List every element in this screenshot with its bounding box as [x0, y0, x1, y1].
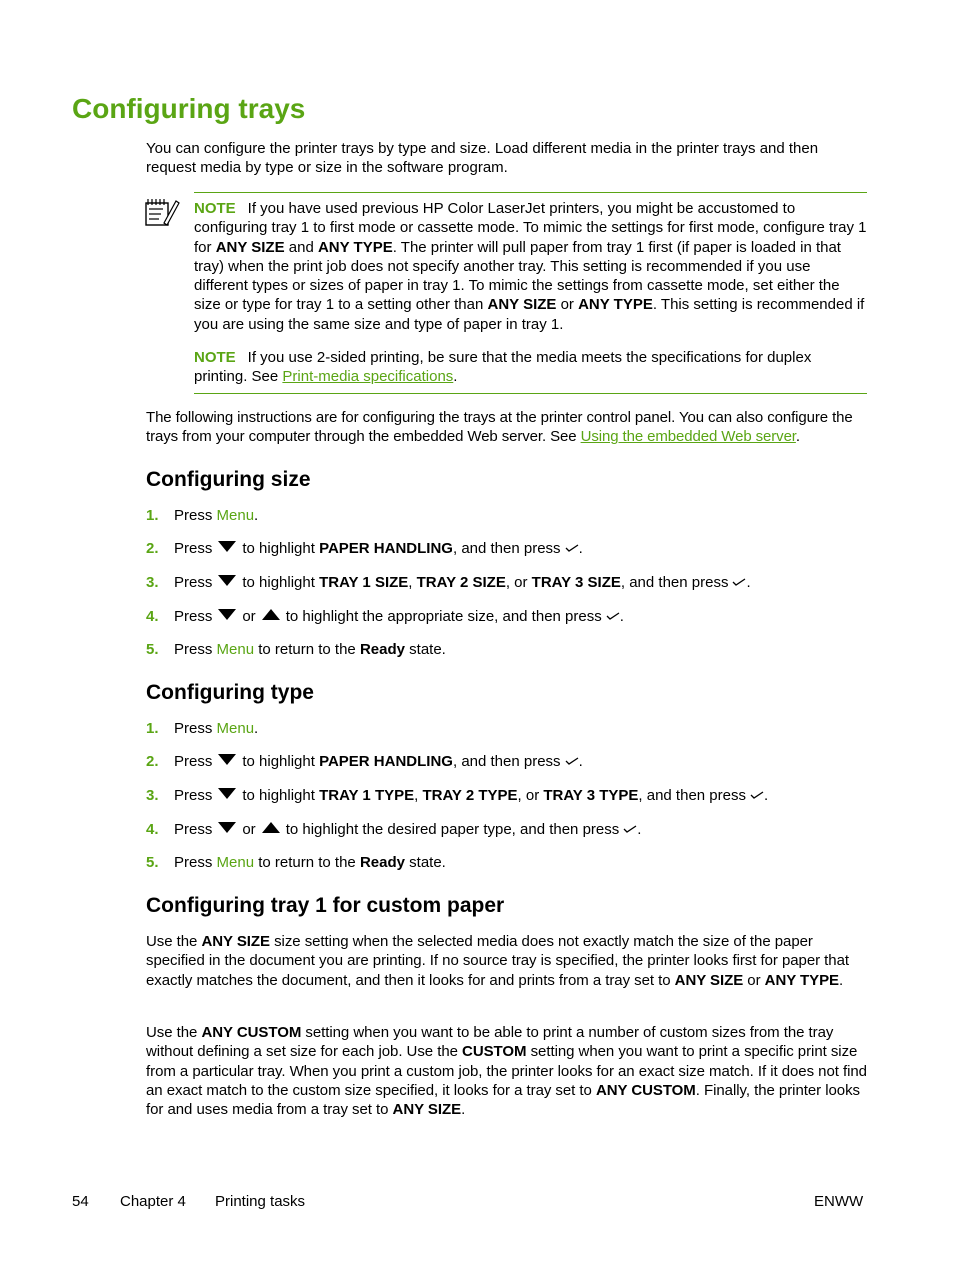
step-text: , and then press: [620, 574, 729, 591]
menu-button-label: Menu: [216, 720, 255, 737]
step-text: Press: [174, 507, 213, 524]
step-bold: TRAY 1 SIZE: [319, 574, 409, 591]
section-heading-custom: Configuring tray 1 for custom paper: [146, 894, 505, 917]
step-text: Press: [174, 641, 213, 658]
paragraph-bold: ANY SIZE: [201, 933, 270, 950]
step-text: to return to the: [254, 641, 360, 658]
print-media-specifications-link[interactable]: Print-media specifications: [282, 368, 454, 386]
instructions-text: .: [795, 428, 800, 446]
step-text: .: [763, 787, 769, 804]
checkmark-icon: [606, 607, 620, 627]
note-bold: ANY SIZE: [487, 296, 557, 314]
menu-button-label: Menu: [216, 641, 255, 658]
down-arrow-icon: [218, 788, 236, 799]
step-text: ,: [408, 574, 417, 591]
step-text: Press: [174, 787, 213, 804]
step-bold: TRAY 3 TYPE: [543, 787, 639, 804]
step-text: to highlight: [242, 753, 315, 770]
note-text: or: [556, 296, 579, 314]
step-text: , or: [505, 574, 532, 591]
step-text: to highlight: [242, 787, 315, 804]
note-pad-icon: [144, 197, 180, 233]
paragraph-text: setting when you want to print a specific print size from a particular tray. When you print a custom job, the printer looks for an exact size match. If it does not find an exact match to the custom size specified, it looks for a tray set to: [146, 1043, 867, 1099]
paragraph-text: setting when you want to be able to print a number of custom sizes from the tray without defining a set size for each job. Use the: [146, 1024, 834, 1061]
note-label: NOTE: [194, 200, 236, 217]
step-text: .: [578, 753, 583, 770]
instructions-paragraph: [146, 408, 870, 447]
note-bold: ANY TYPE: [317, 238, 393, 256]
paragraph-text: Use the: [146, 933, 202, 950]
step-text: to highlight: [242, 574, 315, 591]
step-text: Press: [174, 574, 213, 591]
size-step-1: [146, 506, 258, 526]
step-text: , and then press: [452, 753, 561, 770]
paragraph-bold: ANY SIZE: [674, 971, 744, 989]
step-bold: TRAY 2 TYPE: [422, 787, 518, 804]
step-number: 2.: [146, 753, 159, 770]
step-bold: Ready: [359, 641, 405, 658]
footer-page-number: 54: [72, 1193, 89, 1210]
note-bottom-rule: [194, 393, 867, 394]
step-number: 5.: [146, 854, 159, 871]
step-text: Press: [174, 821, 213, 838]
note-label: NOTE: [194, 349, 236, 366]
footer-chapter: Chapter 4: [120, 1193, 186, 1210]
paragraph-bold: ANY TYPE: [764, 971, 840, 989]
step-text: Press: [174, 540, 213, 557]
paragraph-text: .: [461, 1101, 466, 1119]
paragraph-bold: ANY CUSTOM: [201, 1024, 302, 1041]
up-arrow-icon: [262, 609, 280, 620]
step-text: state.: [404, 641, 446, 658]
footer-right: ENWW: [814, 1193, 864, 1210]
footer-section: Printing tasks: [215, 1193, 306, 1210]
type-step-5: [146, 853, 446, 873]
step-number: 3.: [146, 574, 159, 591]
note-bold: ANY SIZE: [215, 238, 285, 256]
menu-button-label: Menu: [216, 854, 255, 871]
section-heading-type: Configuring type: [146, 681, 314, 704]
down-arrow-icon: [218, 754, 236, 765]
step-text: .: [637, 821, 642, 838]
page-title: Configuring trays: [72, 93, 306, 124]
step-text: , and then press: [452, 540, 561, 557]
step-number: 1.: [146, 720, 159, 737]
type-step-1: [146, 719, 258, 739]
type-step-2: [146, 752, 583, 772]
paragraph-text: or: [743, 971, 765, 989]
paragraph-text: . Finally, the printer looks for and uses media from a tray set to: [146, 1081, 860, 1119]
down-arrow-icon: [218, 609, 236, 620]
menu-button-label: Menu: [216, 507, 255, 524]
note-text: If you have used previous HP Color LaserJet printers, you might be accustomed to configuring tray 1 to first mode or cassette mode. To mimic the settings for first mode, configure tray 1 for: [194, 200, 867, 256]
size-step-5: [146, 640, 446, 660]
step-text: .: [578, 540, 583, 557]
step-text: to highlight the appropriate size, and then press: [285, 608, 602, 625]
step-text: Press: [174, 854, 213, 871]
type-step-3: [146, 786, 768, 806]
step-text: Press: [174, 753, 213, 770]
embedded-web-server-link[interactable]: Using the embedded Web server: [580, 428, 796, 446]
down-arrow-icon: [218, 575, 236, 586]
step-bold: PAPER HANDLING: [319, 753, 453, 770]
step-bold: Ready: [359, 854, 405, 871]
note-text: and: [284, 238, 318, 256]
checkmark-icon: [565, 752, 579, 772]
instructions-text: The following instructions are for configuring the trays at the printer control panel. You can also configure the trays from your computer through the embedded Web server. See: [146, 409, 853, 446]
step-number: 3.: [146, 787, 159, 804]
step-number: 4.: [146, 821, 159, 838]
step-text: ,: [414, 787, 423, 804]
step-text: , and then press: [638, 787, 746, 804]
note-text: If you use 2-sided printing, be sure that the media meets the specifications for duplex printing. See: [194, 349, 812, 386]
note-top-rule: [194, 192, 867, 193]
note-1: [194, 199, 868, 334]
up-arrow-icon: [262, 822, 280, 833]
checkmark-icon: [750, 786, 764, 806]
checkmark-icon: [623, 820, 637, 840]
checkmark-icon: [732, 573, 746, 593]
step-text: to highlight the desired paper type, and then press: [285, 821, 620, 838]
custom-paragraph-2: [146, 1023, 870, 1119]
step-number: 5.: [146, 641, 159, 658]
step-text: to return to the: [254, 854, 360, 871]
note-text: . This setting is recommended if you are using the same size and type of paper in tray 1.: [194, 296, 865, 333]
step-text: state.: [404, 854, 446, 871]
paragraph-bold: ANY SIZE: [392, 1101, 462, 1119]
type-step-4: [146, 820, 641, 840]
step-number: 4.: [146, 608, 159, 625]
paragraph-text: .: [839, 971, 844, 989]
step-text: .: [254, 720, 259, 737]
note-text: . The printer will pull paper from tray 1 first (if paper is loaded in that tray) when the print job does not specify another tray. This setting is recommended if you use different types or sizes of paper in tray 1. To mimic the settings from cassette mode, set either the size or type for tray 1 to a setting other than: [194, 238, 841, 314]
note-text: .: [453, 368, 458, 386]
step-text: to highlight: [242, 540, 315, 557]
intro-paragraph: You can configure the printer trays by type and size. Load different media in the printer trays and then request media by type or size in the software program.: [146, 140, 819, 177]
step-text: .: [619, 608, 624, 625]
step-bold: TRAY 3 SIZE: [531, 574, 621, 591]
note-2: [194, 348, 868, 387]
down-arrow-icon: [218, 822, 236, 833]
step-number: 2.: [146, 540, 159, 557]
custom-paragraph-1: [146, 932, 870, 990]
step-text: .: [746, 574, 751, 591]
paragraph-bold: ANY CUSTOM: [595, 1081, 696, 1099]
step-bold: TRAY 1 TYPE: [319, 787, 415, 804]
step-text: , or: [517, 787, 544, 804]
down-arrow-icon: [218, 541, 236, 552]
step-text: Press: [174, 608, 213, 625]
step-number: 1.: [146, 507, 159, 524]
paragraph-text: size setting when the selected media does not exactly match the size of the paper specified in the document you are printing. If no source tray is specified, the printer looks first for paper that exactly matches the document, and then it looks for and prints from a tray set to: [146, 933, 850, 989]
step-text: or: [242, 608, 256, 625]
size-step-2: [146, 539, 583, 559]
section-heading-size: Configuring size: [146, 468, 311, 491]
paragraph-bold: CUSTOM: [462, 1043, 527, 1061]
size-step-3: [146, 573, 751, 593]
size-step-4: [146, 607, 624, 627]
step-text: Press: [174, 720, 213, 737]
checkmark-icon: [565, 539, 579, 559]
step-text: .: [254, 507, 259, 524]
note-bold: ANY TYPE: [578, 296, 653, 314]
step-bold: TRAY 2 SIZE: [416, 574, 506, 591]
step-text: or: [242, 821, 256, 838]
paragraph-text: Use the: [146, 1024, 202, 1041]
step-bold: PAPER HANDLING: [319, 540, 453, 557]
